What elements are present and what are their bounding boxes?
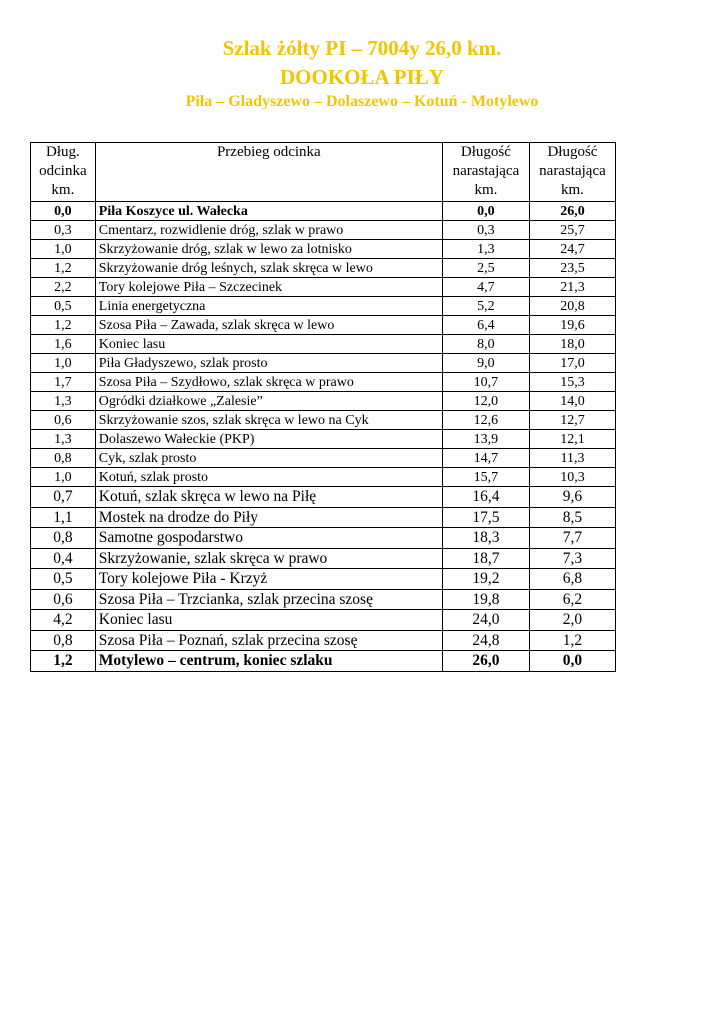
table-row [31, 468, 616, 487]
cell-cumulative-reverse: 10,3 [529, 468, 615, 487]
table-row [31, 528, 616, 549]
cell-cumulative: 12,0 [442, 392, 529, 411]
table-header-row [31, 143, 616, 202]
cell-route: Skrzyżowanie szos, szlak skręca w lewo na Cyk [95, 411, 442, 430]
cell-segment-length: 2,2 [31, 278, 96, 297]
cell-route: Cmentarz, rozwidlenie dróg, szlak w prawo [95, 221, 442, 240]
cell-cumulative-reverse: 23,5 [529, 259, 615, 278]
cell-route: Skrzyżowanie, szlak skręca w prawo [95, 548, 442, 569]
table-row [31, 354, 616, 373]
header-cumulative-length: Długość narastająca km. [442, 143, 529, 202]
table-row [31, 240, 616, 259]
cell-route: Koniec lasu [95, 610, 442, 631]
cell-route: Kotuń, szlak prosto [95, 468, 442, 487]
cell-route: Cyk, szlak prosto [95, 449, 442, 468]
cell-segment-length: 0,0 [31, 202, 96, 221]
cell-cumulative: 5,2 [442, 297, 529, 316]
table-row [31, 316, 616, 335]
cell-route: Ogródki działkowe „Zalesie” [95, 392, 442, 411]
header-segment-length: Dług. odcinka km. [31, 143, 96, 202]
cell-cumulative: 18,3 [442, 528, 529, 549]
cell-route: Dolaszewo Wałeckie (PKP) [95, 430, 442, 449]
cell-cumulative: 0,0 [442, 202, 529, 221]
cell-cumulative-reverse: 19,6 [529, 316, 615, 335]
cell-route: Skrzyżowanie dróg, szlak w lewo za lotnisko [95, 240, 442, 259]
cell-cumulative: 2,5 [442, 259, 529, 278]
cell-cumulative: 26,0 [442, 651, 529, 672]
cell-segment-length: 0,8 [31, 528, 96, 549]
cell-cumulative: 14,7 [442, 449, 529, 468]
cell-cumulative-reverse: 2,0 [529, 610, 615, 631]
table-row [31, 449, 616, 468]
table-row [31, 430, 616, 449]
cell-route: Mostek na drodze do Piły [95, 507, 442, 528]
table-row [31, 487, 616, 508]
cell-route: Szosa Piła – Zawada, szlak skręca w lewo [95, 316, 442, 335]
cell-segment-length: 1,6 [31, 335, 96, 354]
cell-cumulative: 18,7 [442, 548, 529, 569]
cell-cumulative: 16,4 [442, 487, 529, 508]
document-subtitle: DOOKOŁA PIŁY [280, 65, 444, 89]
cell-segment-length: 1,0 [31, 354, 96, 373]
cell-cumulative-reverse: 1,2 [529, 630, 615, 651]
cell-cumulative: 0,3 [442, 221, 529, 240]
cell-cumulative: 24,8 [442, 630, 529, 651]
table-row [31, 610, 616, 631]
cell-segment-length: 1,3 [31, 430, 96, 449]
table-row [31, 278, 616, 297]
cell-cumulative: 19,2 [442, 569, 529, 590]
cell-route: Linia energetyczna [95, 297, 442, 316]
cell-cumulative: 24,0 [442, 610, 529, 631]
cell-cumulative: 10,7 [442, 373, 529, 392]
cell-cumulative-reverse: 9,6 [529, 487, 615, 508]
header-cumulative-length-reverse: Długość narastająca km. [529, 143, 615, 202]
cell-segment-length: 1,7 [31, 373, 96, 392]
cell-route: Skrzyżowanie dróg leśnych, szlak skręca w lewo [95, 259, 442, 278]
cell-cumulative-reverse: 15,3 [529, 373, 615, 392]
cell-segment-length: 0,8 [31, 449, 96, 468]
cell-segment-length: 0,4 [31, 548, 96, 569]
cell-route: Szosa Piła – Trzcianka, szlak przecina szosę [95, 589, 442, 610]
cell-cumulative-reverse: 20,8 [529, 297, 615, 316]
cell-segment-length: 1,0 [31, 468, 96, 487]
table-row [31, 630, 616, 651]
cell-cumulative-reverse: 26,0 [529, 202, 615, 221]
cell-cumulative: 17,5 [442, 507, 529, 528]
table-row [31, 259, 616, 278]
table-row [31, 373, 616, 392]
header-route: Przebieg odcinka [95, 143, 442, 202]
cell-cumulative-reverse: 21,3 [529, 278, 615, 297]
table-row [31, 297, 616, 316]
table-row [31, 335, 616, 354]
cell-segment-length: 0,7 [31, 487, 96, 508]
cell-cumulative-reverse: 12,7 [529, 411, 615, 430]
cell-cumulative-reverse: 8,5 [529, 507, 615, 528]
cell-cumulative-reverse: 17,0 [529, 354, 615, 373]
cell-route: Tory kolejowe Piła - Krzyż [95, 569, 442, 590]
table-row [31, 651, 616, 672]
cell-cumulative-reverse: 7,7 [529, 528, 615, 549]
cell-route: Szosa Piła – Poznań, szlak przecina szosę [95, 630, 442, 651]
cell-route: Piła Gładyszewo, szlak prosto [95, 354, 442, 373]
cell-cumulative: 8,0 [442, 335, 529, 354]
route-description: Piła – Gladyszewo – Dolaszewo – Kotuń - Motylewo [185, 93, 539, 110]
cell-cumulative-reverse: 6,2 [529, 589, 615, 610]
cell-segment-length: 0,3 [31, 221, 96, 240]
cell-route: Piła Koszyce ul. Wałecka [95, 202, 442, 221]
table-row [31, 221, 616, 240]
cell-cumulative: 9,0 [442, 354, 529, 373]
cell-route: Koniec lasu [95, 335, 442, 354]
cell-segment-length: 1,2 [31, 316, 96, 335]
cell-cumulative-reverse: 18,0 [529, 335, 615, 354]
cell-cumulative-reverse: 7,3 [529, 548, 615, 569]
table-row [31, 392, 616, 411]
cell-cumulative: 13,9 [442, 430, 529, 449]
cell-cumulative: 19,8 [442, 589, 529, 610]
cell-segment-length: 0,6 [31, 589, 96, 610]
table-row [31, 202, 616, 221]
cell-cumulative-reverse: 25,7 [529, 221, 615, 240]
cell-segment-length: 0,8 [31, 630, 96, 651]
cell-segment-length: 1,3 [31, 392, 96, 411]
cell-route: Kotuń, szlak skręca w lewo na Piłę [95, 487, 442, 508]
cell-cumulative-reverse: 24,7 [529, 240, 615, 259]
cell-cumulative-reverse: 14,0 [529, 392, 615, 411]
cell-cumulative-reverse: 0,0 [529, 651, 615, 672]
cell-cumulative-reverse: 11,3 [529, 449, 615, 468]
cell-segment-length: 1,2 [31, 651, 96, 672]
cell-cumulative-reverse: 6,8 [529, 569, 615, 590]
table-row [31, 507, 616, 528]
cell-cumulative: 4,7 [442, 278, 529, 297]
cell-route: Szosa Piła – Szydłowo, szlak skręca w prawo [95, 373, 442, 392]
cell-cumulative: 6,4 [442, 316, 529, 335]
cell-segment-length: 1,2 [31, 259, 96, 278]
cell-segment-length: 1,1 [31, 507, 96, 528]
trail-table [30, 142, 616, 672]
cell-route: Samotne gospodarstwo [95, 528, 442, 549]
table-row [31, 569, 616, 590]
document-title: Szlak żółty PI – 7004y 26,0 km. [222, 36, 502, 60]
cell-segment-length: 4,2 [31, 610, 96, 631]
cell-cumulative: 15,7 [442, 468, 529, 487]
cell-segment-length: 0,5 [31, 297, 96, 316]
cell-segment-length: 0,5 [31, 569, 96, 590]
table-row [31, 411, 616, 430]
cell-route: Motylewo – centrum, koniec szlaku [95, 651, 442, 672]
cell-cumulative: 12,6 [442, 411, 529, 430]
cell-cumulative-reverse: 12,1 [529, 430, 615, 449]
table-row [31, 589, 616, 610]
cell-segment-length: 0,6 [31, 411, 96, 430]
table-row [31, 548, 616, 569]
cell-segment-length: 1,0 [31, 240, 96, 259]
cell-cumulative: 1,3 [442, 240, 529, 259]
cell-route: Tory kolejowe Piła – Szczecinek [95, 278, 442, 297]
